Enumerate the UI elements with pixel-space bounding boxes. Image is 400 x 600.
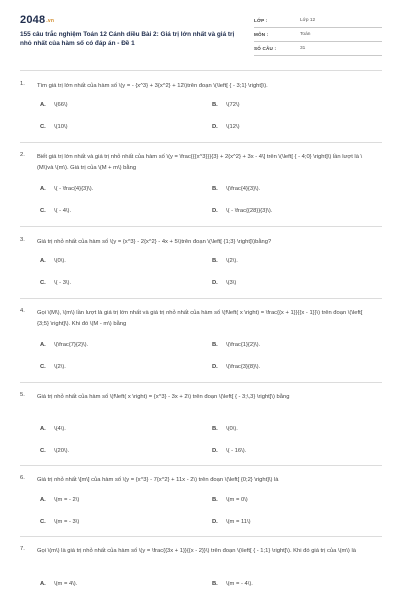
option-letter: B. (212, 426, 218, 432)
question-number: 1. (20, 81, 25, 87)
option-b[interactable] (212, 426, 238, 432)
question-text: Gọi \(M\), \(m\) lần lượt là giá trị lớn nhất và giá trị nhỏ nhất của hàm số \(f\left( x \right) = \frac{{x + 1}}{{x - 1}}\) trên đoạn \(\left[ {3;5} \right]\). Khi đó \(M - m\) bằng (37, 310, 363, 327)
question-text: Giá trị nhỏ nhất của hàm số \(y = {x^3} - 2{x^2} - 4x + 5\)trên đoạn \(\left[ {1;3} \right]\)bằng? (37, 239, 272, 245)
option-text: \(\frac{7}{2}\). (54, 342, 89, 348)
option-letter: C. (40, 124, 46, 130)
option-letter: A. (40, 581, 46, 587)
option-a[interactable] (40, 102, 68, 108)
option-text: \(m = 4\). (54, 581, 78, 587)
option-letter: C. (40, 519, 46, 525)
option-text: \(m = 11\) (226, 519, 251, 525)
option-letter: B. (212, 342, 218, 348)
option-text: \(m = - 4\). (226, 581, 253, 587)
option-letter: A. (40, 186, 46, 192)
option-letter: B. (212, 258, 218, 264)
option-d[interactable] (212, 519, 251, 525)
option-text: \(2\). (54, 364, 66, 370)
option-text: \(0\). (54, 258, 66, 264)
divider (20, 142, 382, 143)
option-c[interactable] (40, 364, 66, 370)
option-letter: C. (40, 448, 46, 454)
question-number: 7. (20, 546, 25, 552)
option-b[interactable] (212, 497, 248, 503)
option-text: \(m = - 2\) (54, 497, 80, 503)
divider (20, 70, 382, 71)
question-number: 5. (20, 392, 25, 398)
meta-value: Toán (300, 32, 311, 37)
question-text: Gọi \(m\) là giá trị nhỏ nhất của hàm số \(y = \frac{{3x + 1}}{{x - 2}}\) trên đoạn \(\left[ { - 1;1} \right]\). Khi đó giá trị của \(m\) là (37, 548, 356, 554)
option-text: \(12\) (226, 124, 240, 130)
divider (20, 226, 382, 227)
option-letter: B. (212, 497, 218, 503)
option-text: \( - \frac{4}{3}\). (54, 186, 94, 192)
option-a[interactable] (40, 342, 88, 348)
option-c[interactable] (40, 280, 71, 286)
option-c[interactable] (40, 448, 69, 454)
option-letter: A. (40, 426, 46, 432)
option-text: \(2\). (226, 258, 238, 264)
question-text: Giá trị nhỏ nhất của hàm số \(f\left( x \right) = {x^3} - 3x + 2\) trên đoạn \(\left[ { - 3;\,3} \right]\) bằng (37, 394, 290, 400)
option-text: \(\frac{3}{8}\). (226, 364, 261, 370)
option-text: \(66\) (54, 102, 68, 108)
option-c[interactable] (40, 124, 68, 130)
meta-row-count (254, 42, 382, 56)
question-number: 3. (20, 237, 25, 243)
option-letter: D. (212, 448, 218, 454)
option-text: \(m = 0\) (226, 497, 248, 503)
option-a[interactable] (40, 258, 66, 264)
option-letter: C. (40, 208, 46, 214)
option-a[interactable] (40, 581, 77, 587)
option-text: \(0\). (226, 426, 238, 432)
option-d[interactable] (212, 364, 260, 370)
option-a[interactable] (40, 497, 79, 503)
option-letter: D. (212, 519, 218, 525)
document-header (20, 14, 382, 60)
option-letter: B. (212, 581, 218, 587)
question-text: Tìm giá trị lớn nhất của hàm số \(y = - {x^3} + 3{x^2} + 12\)trên đoạn \(\left[ { - 3;1} \right]\). (37, 83, 268, 89)
question-text: Giá trị nhỏ nhất \[m\] của hàm số \(y = {x^3} - 7{x^2} + 11x - 2\) trên đoạn \(\left[ {0;2} \right]\) là (37, 477, 279, 483)
option-d[interactable] (212, 280, 236, 286)
option-letter: A. (40, 258, 46, 264)
option-b[interactable] (212, 186, 260, 192)
option-d[interactable] (212, 124, 240, 130)
site-logo[interactable] (20, 14, 54, 26)
question-number: 4. (20, 308, 25, 314)
divider (20, 536, 382, 537)
option-text: \( - 16\). (226, 448, 247, 454)
question-number: 6. (20, 475, 25, 481)
option-letter: C. (40, 280, 46, 286)
option-a[interactable] (40, 426, 66, 432)
logo-tld: .vn (46, 18, 55, 24)
option-c[interactable] (40, 519, 79, 525)
option-letter: B. (212, 102, 218, 108)
option-c[interactable] (40, 208, 71, 214)
option-text: \(4\). (54, 426, 66, 432)
meta-value: 31 (300, 46, 306, 51)
option-text: \(\frac{1}{2}\). (226, 342, 261, 348)
option-b[interactable] (212, 258, 238, 264)
meta-info (254, 14, 382, 56)
question-text: Biết giá trị lớn nhất và giá trị nhỏ nhất của hàm số \(y = \frac{{{x^3}}}{3} + 2{x^2} + 3x - 4\] trên \(\left[ { - 4;0} \right]\) lần lượt là \(M\)và \(m\). Giá trị của \(M + m\) bằng (37, 154, 363, 171)
option-text: \(10\) (54, 124, 68, 130)
option-text: \(m = - 3\) (54, 519, 80, 525)
option-letter: D. (212, 280, 218, 286)
divider (20, 465, 382, 466)
meta-label: MÔN : (254, 32, 269, 37)
option-letter: D. (212, 364, 218, 370)
meta-row-class (254, 14, 382, 28)
option-text: \( - 3\). (54, 280, 72, 286)
meta-label: SỐ CÂU : (254, 46, 277, 51)
option-text: \(20\). (54, 448, 70, 454)
option-a[interactable] (40, 186, 93, 192)
option-letter: C. (40, 364, 46, 370)
option-b[interactable] (212, 102, 240, 108)
option-letter: D. (212, 208, 218, 214)
question-number: 2. (20, 152, 25, 158)
option-letter: A. (40, 497, 46, 503)
option-text: \(72\) (226, 102, 240, 108)
option-text: \( - 4\). (54, 208, 72, 214)
divider (20, 298, 382, 299)
option-d[interactable] (212, 208, 272, 214)
logo-text: 2048 (20, 14, 46, 26)
option-text: \(3\) (226, 280, 237, 286)
option-b[interactable] (212, 342, 260, 348)
divider (20, 382, 382, 383)
option-text: \( - \frac{{28}}{3}\). (226, 208, 273, 214)
option-b[interactable] (212, 581, 253, 587)
option-text: \(\frac{4}{3}\). (226, 186, 261, 192)
option-letter: A. (40, 342, 46, 348)
option-d[interactable] (212, 448, 246, 454)
option-letter: A. (40, 102, 46, 108)
page-title: 155 câu trắc nghiệm Toán 12 Cánh diều Bài 2: Giá trị lớn nhất và giá trị nhỏ nhất của hàm số có đáp án - Đề 1 (20, 31, 235, 47)
meta-value: Lớp 12 (300, 18, 316, 23)
meta-row-subject (254, 28, 382, 42)
meta-label: LỚP : (254, 18, 268, 23)
option-letter: D. (212, 124, 218, 130)
option-letter: B. (212, 186, 218, 192)
